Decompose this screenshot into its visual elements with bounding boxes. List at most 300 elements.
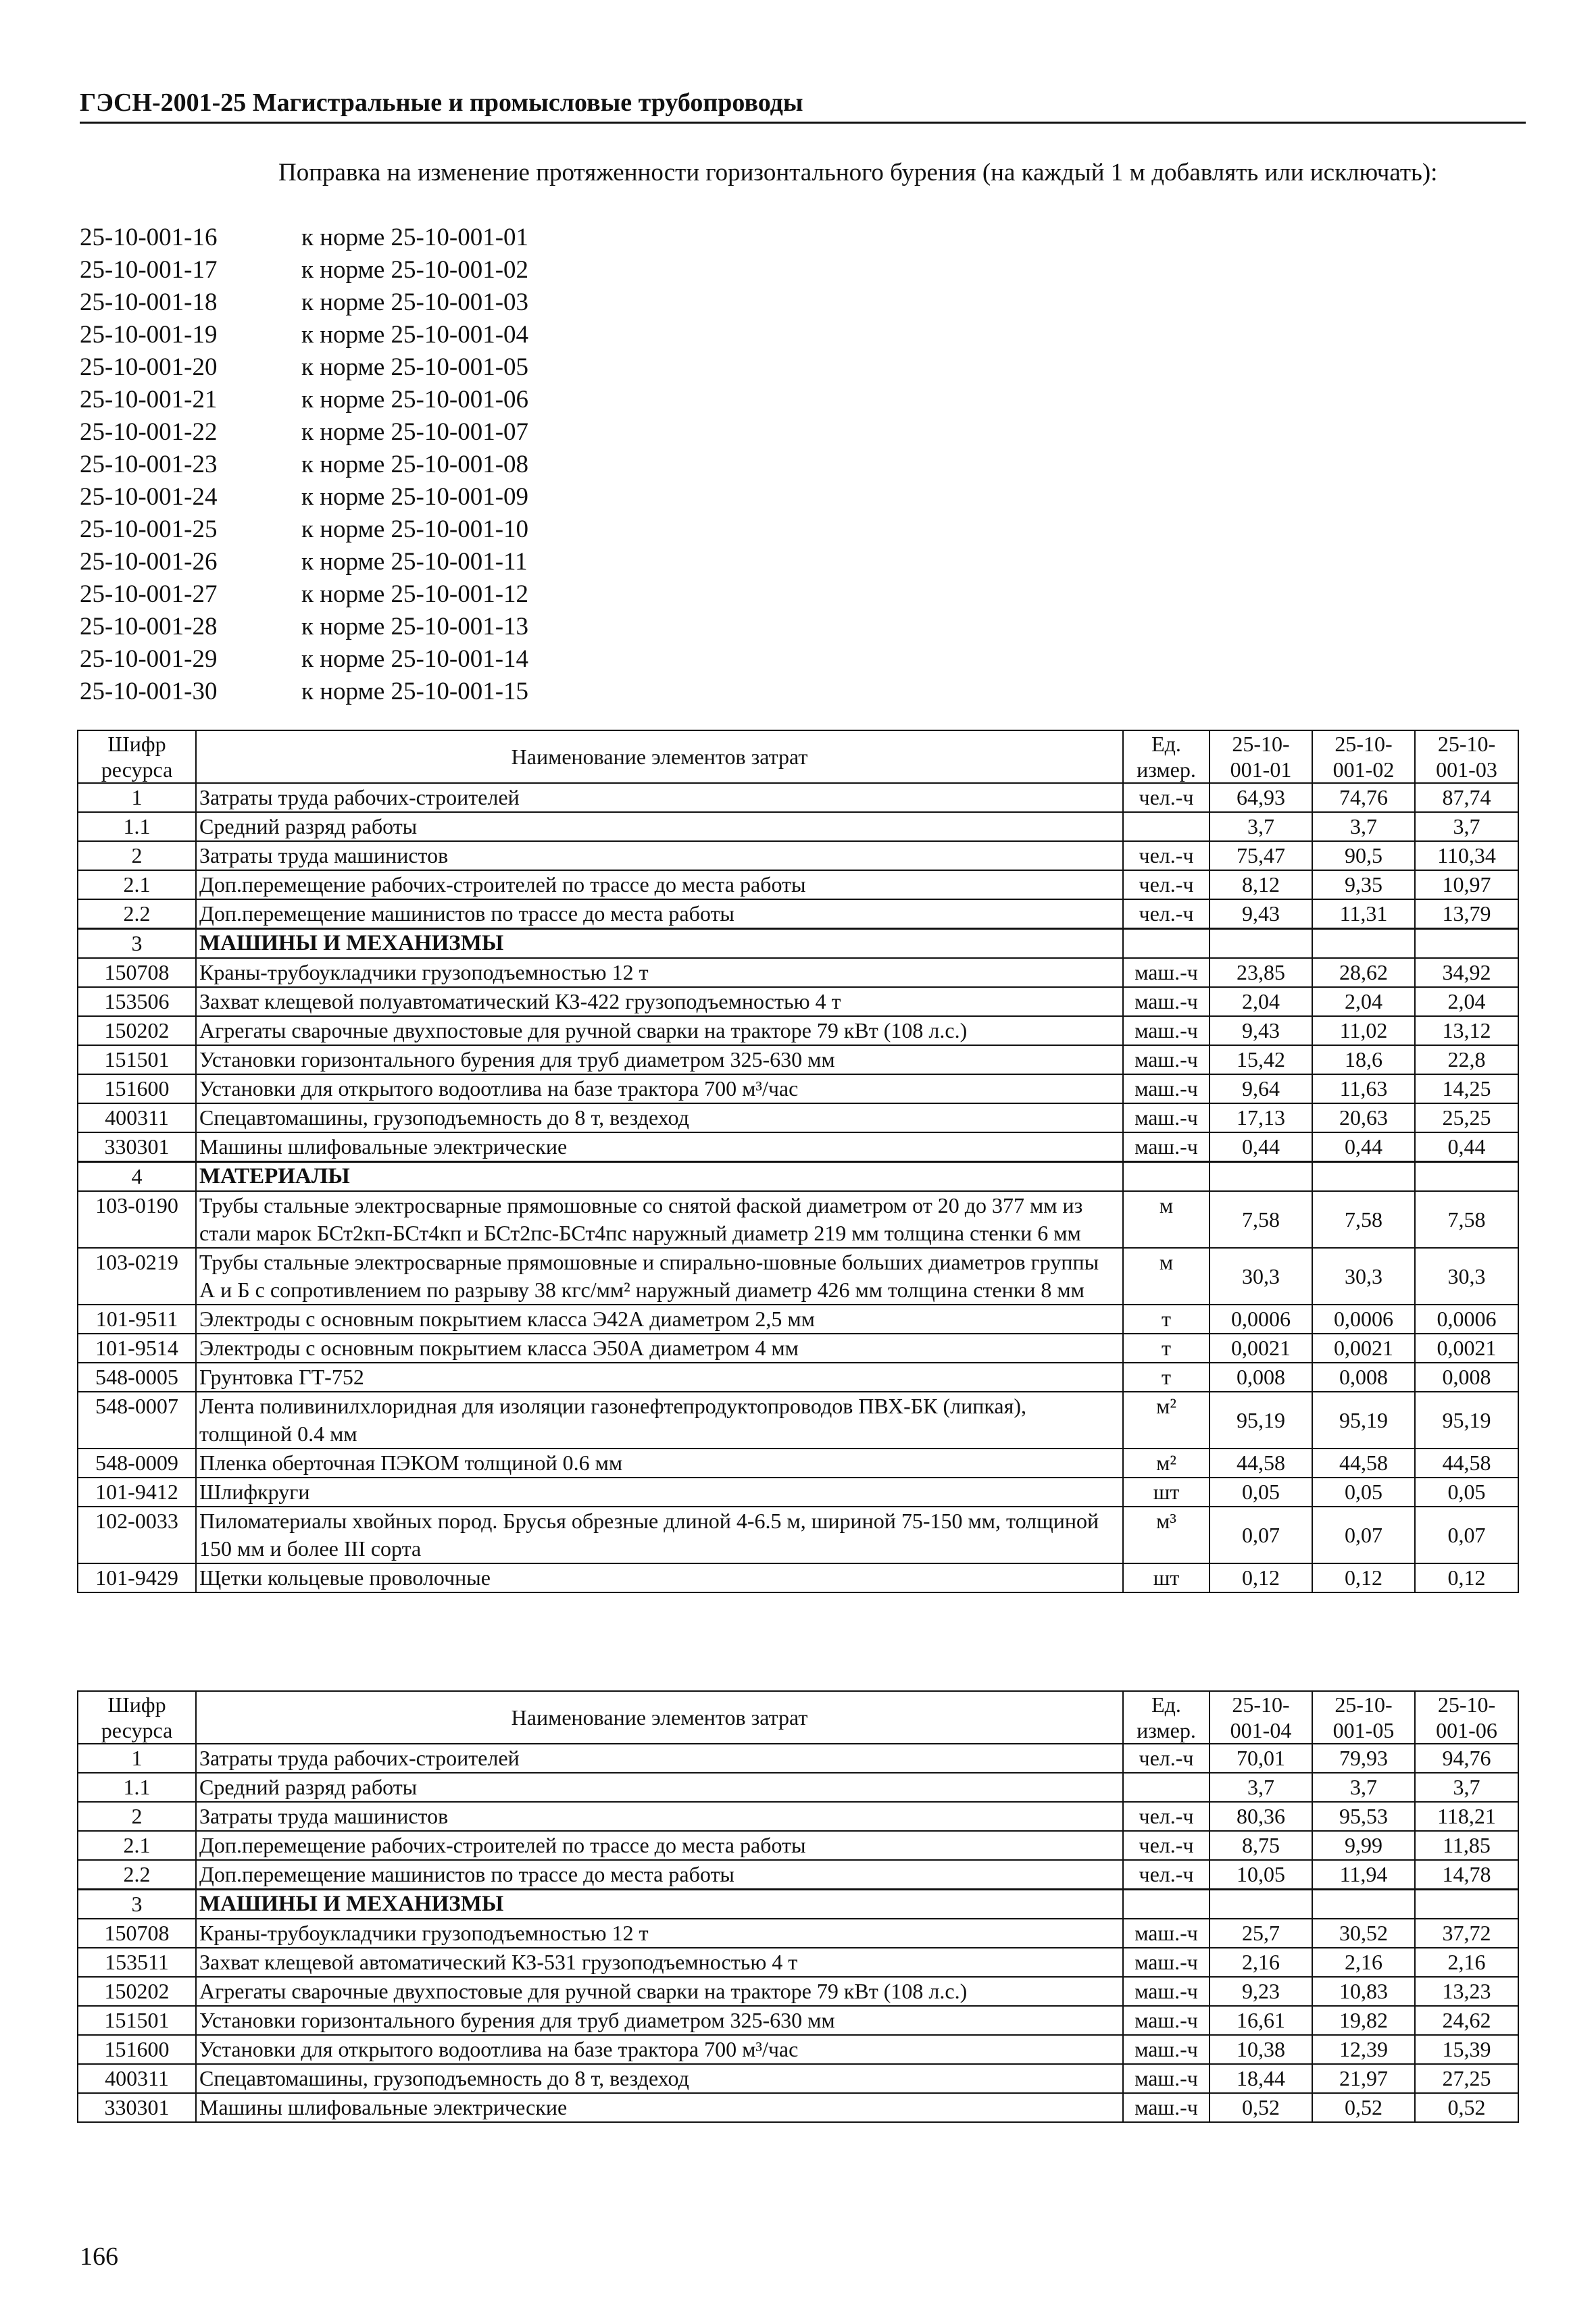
norm-value: 13,23: [1415, 1977, 1518, 2006]
unit: маш.-ч: [1123, 2006, 1210, 2035]
norm-value: 3,7: [1312, 1773, 1415, 1802]
unit: м: [1123, 1248, 1210, 1305]
table-row: [78, 1191, 1518, 1248]
correction-code: 25-10-001-23: [80, 451, 218, 478]
resource-code: 548-0007: [78, 1392, 196, 1449]
resource-code: 103-0219: [78, 1248, 196, 1305]
correction-code: 25-10-001-28: [80, 613, 218, 640]
resource-code: 101-9429: [78, 1563, 196, 1592]
norm-value: 7,58: [1415, 1191, 1518, 1248]
norm-value: 0,0006: [1312, 1305, 1415, 1334]
resource-code: 1.1: [78, 812, 196, 841]
resource-name: Затраты труда машинистов: [196, 841, 1123, 870]
norm-value: 3,7: [1312, 812, 1415, 841]
resource-name: Щетки кольцевые проволочные: [196, 1563, 1123, 1592]
norm-value: 80,36: [1210, 1802, 1312, 1831]
resource-code: 330301: [78, 2093, 196, 2122]
correction-item: [80, 351, 620, 384]
correction-item: [80, 319, 620, 351]
correction-text: к норме 25-10-001-14: [301, 645, 529, 673]
resource-name: Затраты труда рабочих-строителей: [196, 1744, 1123, 1773]
correction-code: 25-10-001-25: [80, 515, 218, 543]
resource-name: Трубы стальные электросварные прямошовные со снятой фаской диаметром от 20 до 377 мм из стали марок БСт2кп-БСт4кп и БСт2пс-БСт4пс наружный диаметр 219 мм толщина стенки 6 мм: [196, 1191, 1123, 1248]
norm-value: 0,52: [1210, 2093, 1312, 2122]
resource-name: Пиломатериалы хвойных пород. Брусья обрезные длиной 4-6.5 м, шириной 75-150 мм, толщиной 150 мм и более III сорта: [196, 1507, 1123, 1563]
table-row: [78, 1478, 1518, 1507]
norm-value: 0,07: [1210, 1507, 1312, 1563]
norm-value: 2,16: [1210, 1948, 1312, 1977]
header-norm: 25-10-001-01: [1210, 730, 1312, 783]
norm-value: 14,78: [1415, 1860, 1518, 1890]
resource-name: Грунтовка ГТ-752: [196, 1363, 1123, 1392]
norm-value: 24,62: [1415, 2006, 1518, 2035]
table-row: [78, 958, 1518, 987]
correction-code: 25-10-001-29: [80, 645, 218, 673]
correction-code: 25-10-001-21: [80, 386, 218, 413]
norm-value: 87,74: [1415, 783, 1518, 812]
resource-code: 151501: [78, 1045, 196, 1074]
page-header: [80, 88, 1526, 124]
correction-text: к норме 25-10-001-08: [301, 451, 529, 478]
correction-code: 25-10-001-20: [80, 353, 218, 381]
unit: маш.-ч: [1123, 1977, 1210, 2006]
norm-value: 10,05: [1210, 1860, 1312, 1890]
unit: [1123, 1162, 1210, 1192]
correction-code: 25-10-001-19: [80, 321, 218, 349]
correction-code: 25-10-001-24: [80, 483, 218, 511]
norm-value: 10,38: [1210, 2035, 1312, 2064]
unit: маш.-ч: [1123, 1016, 1210, 1045]
correction-item: [80, 254, 620, 286]
norm-value: 95,19: [1312, 1392, 1415, 1449]
correction-text: к норме 25-10-001-13: [301, 613, 529, 640]
table-row: [78, 1773, 1518, 1802]
norm-value: 27,25: [1415, 2064, 1518, 2093]
norm-value: 2,04: [1312, 987, 1415, 1016]
header-unit: Ед. измер.: [1123, 730, 1210, 783]
resource-table-1: [77, 730, 1519, 1593]
norm-value: 23,85: [1210, 958, 1312, 987]
unit: маш.-ч: [1123, 2093, 1210, 2122]
norm-value: 9,35: [1312, 870, 1415, 899]
norm-value: 90,5: [1312, 841, 1415, 870]
unit: маш.-ч: [1123, 1132, 1210, 1162]
resource-code: 151501: [78, 2006, 196, 2035]
correction-item: [80, 643, 620, 676]
resource-name: Машины шлифовальные электрические: [196, 2093, 1123, 2122]
norm-value: 18,6: [1312, 1045, 1415, 1074]
norm-value: 0,44: [1415, 1132, 1518, 1162]
table-row: [78, 2035, 1518, 2064]
unit: шт: [1123, 1563, 1210, 1592]
correction-item: [80, 578, 620, 611]
correction-text: к норме 25-10-001-09: [301, 483, 529, 511]
norm-value: 0,008: [1415, 1363, 1518, 1392]
resource-code: 153511: [78, 1948, 196, 1977]
resource-code: 2: [78, 1802, 196, 1831]
norm-value: 3,7: [1210, 812, 1312, 841]
correction-item: [80, 449, 620, 481]
resource-name: Захват клещевой автоматический КЗ-531 грузоподъемностью 4 т: [196, 1948, 1123, 1977]
unit: маш.-ч: [1123, 987, 1210, 1016]
norm-value: 9,43: [1210, 899, 1312, 929]
norm-value: 25,7: [1210, 1919, 1312, 1948]
resource-code: 102-0033: [78, 1507, 196, 1563]
unit: [1123, 1773, 1210, 1802]
norm-value: 7,58: [1312, 1191, 1415, 1248]
norm-value: 13,79: [1415, 899, 1518, 929]
unit: чел.-ч: [1123, 1860, 1210, 1890]
resource-code: 153506: [78, 987, 196, 1016]
table-row: [78, 1103, 1518, 1132]
resource-code: 400311: [78, 1103, 196, 1132]
resource-name: Доп.перемещение рабочих-строителей по трассе до места работы: [196, 870, 1123, 899]
resource-code: 1: [78, 1744, 196, 1773]
table-row: [78, 2093, 1518, 2122]
unit: чел.-ч: [1123, 1831, 1210, 1860]
page-title: ГЭСН-2001-25 Магистральные и промысловые трубопроводы: [80, 89, 803, 117]
unit: м: [1123, 1191, 1210, 1248]
resource-name: Спецавтомашины, грузоподъемность до 8 т, вездеход: [196, 1103, 1123, 1132]
correction-item: [80, 481, 620, 513]
header-unit: Ед. измер.: [1123, 1691, 1210, 1744]
norm-value: [1312, 1890, 1415, 1919]
table-row: [78, 1449, 1518, 1478]
table-row: [78, 1334, 1518, 1363]
unit: м²: [1123, 1449, 1210, 1478]
norm-value: 9,23: [1210, 1977, 1312, 2006]
norm-value: 0,05: [1312, 1478, 1415, 1507]
table-row: [78, 2006, 1518, 2035]
correction-item: [80, 384, 620, 416]
table-row: [78, 929, 1518, 959]
norm-value: 17,13: [1210, 1103, 1312, 1132]
resource-name: Спецавтомашины, грузоподъемность до 8 т, вездеход: [196, 2064, 1123, 2093]
resource-code: 548-0005: [78, 1363, 196, 1392]
header-norm: 25-10-001-04: [1210, 1691, 1312, 1744]
norm-value: 15,42: [1210, 1045, 1312, 1074]
resource-code: 103-0190: [78, 1191, 196, 1248]
header-norm: 25-10-001-03: [1415, 730, 1518, 783]
resource-name: Доп.перемещение рабочих-строителей по трассе до места работы: [196, 1831, 1123, 1860]
norm-value: 0,07: [1415, 1507, 1518, 1563]
resource-name: Средний разряд работы: [196, 812, 1123, 841]
correction-text: к норме 25-10-001-10: [301, 515, 529, 543]
table-row: [78, 812, 1518, 841]
correction-code: 25-10-001-22: [80, 418, 218, 446]
table-row: [78, 1890, 1518, 1919]
resource-code: 1: [78, 783, 196, 812]
resource-name: Краны-трубоукладчики грузоподъемностью 12 т: [196, 1919, 1123, 1948]
resource-name: Краны-трубоукладчики грузоподъемностью 12 т: [196, 958, 1123, 987]
correction-item: [80, 676, 620, 708]
correction-text: к норме 25-10-001-04: [301, 321, 529, 349]
resource-name: МАТЕРИАЛЫ: [196, 1162, 1123, 1192]
norm-value: 10,97: [1415, 870, 1518, 899]
unit: чел.-ч: [1123, 1802, 1210, 1831]
unit: чел.-ч: [1123, 870, 1210, 899]
resource-name: Агрегаты сварочные двухпостовые для ручной сварки на тракторе 79 кВт (108 л.с.): [196, 1016, 1123, 1045]
table-row: [78, 1016, 1518, 1045]
resource-name: Электроды с основным покрытием класса Э50А диаметром 4 мм: [196, 1334, 1123, 1363]
resource-code: 330301: [78, 1132, 196, 1162]
unit: маш.-ч: [1123, 1074, 1210, 1103]
norm-value: 3,7: [1210, 1773, 1312, 1802]
table-row: [78, 1948, 1518, 1977]
unit: [1123, 812, 1210, 841]
norm-value: 70,01: [1210, 1744, 1312, 1773]
norm-value: 0,44: [1312, 1132, 1415, 1162]
table-row: [78, 1977, 1518, 2006]
table-row: [78, 1831, 1518, 1860]
norm-value: 12,39: [1312, 2035, 1415, 2064]
table-row: [78, 783, 1518, 812]
correction-intro: Поправка на изменение протяженности горизонтального бурения (на каждый 1 м добавлять или исключать):: [278, 159, 1438, 186]
norm-value: [1415, 929, 1518, 959]
unit: маш.-ч: [1123, 1045, 1210, 1074]
resource-code: 2: [78, 841, 196, 870]
unit: м³: [1123, 1507, 1210, 1563]
norm-value: 8,12: [1210, 870, 1312, 899]
norm-value: [1415, 1162, 1518, 1192]
correction-item: [80, 286, 620, 319]
norm-value: 11,63: [1312, 1074, 1415, 1103]
unit: т: [1123, 1305, 1210, 1334]
norm-value: 95,19: [1210, 1392, 1312, 1449]
norm-value: 21,97: [1312, 2064, 1415, 2093]
table-row: [78, 1363, 1518, 1392]
correction-code: 25-10-001-18: [80, 288, 218, 316]
correction-item: [80, 513, 620, 546]
resource-code: 101-9412: [78, 1478, 196, 1507]
norm-value: 13,12: [1415, 1016, 1518, 1045]
header-norm: 25-10-001-06: [1415, 1691, 1518, 1744]
unit: чел.-ч: [1123, 841, 1210, 870]
resource-code: 1.1: [78, 1773, 196, 1802]
correction-code: 25-10-001-17: [80, 256, 218, 284]
resource-code: 150708: [78, 1919, 196, 1948]
resource-code: 2.2: [78, 899, 196, 929]
unit: [1123, 1890, 1210, 1919]
resource-name: Установки для открытого водоотлива на базе трактора 700 м³/час: [196, 2035, 1123, 2064]
norm-value: 28,62: [1312, 958, 1415, 987]
unit: м²: [1123, 1392, 1210, 1449]
norm-value: 25,25: [1415, 1103, 1518, 1132]
norm-value: 0,12: [1210, 1563, 1312, 1592]
norm-value: 94,76: [1415, 1744, 1518, 1773]
table-header-row: [78, 1691, 1518, 1744]
correction-text: к норме 25-10-001-15: [301, 678, 529, 705]
unit: чел.-ч: [1123, 783, 1210, 812]
norm-value: 34,92: [1415, 958, 1518, 987]
resource-name: Установки горизонтального бурения для труб диаметром 325-630 мм: [196, 2006, 1123, 2035]
correction-code: 25-10-001-16: [80, 224, 218, 251]
correction-item: [80, 611, 620, 643]
norm-value: 0,0021: [1312, 1334, 1415, 1363]
norm-value: 3,7: [1415, 1773, 1518, 1802]
header-code: Шифр ресурса: [78, 1691, 196, 1744]
table-row: [78, 1802, 1518, 1831]
correction-code: 25-10-001-27: [80, 580, 218, 608]
norm-value: 2,16: [1312, 1948, 1415, 1977]
resource-code: 3: [78, 1890, 196, 1919]
correction-list: [80, 222, 620, 708]
norm-value: 15,39: [1415, 2035, 1518, 2064]
norm-value: 2,04: [1210, 987, 1312, 1016]
table-row: [78, 1919, 1518, 1948]
norm-value: 0,0006: [1415, 1305, 1518, 1334]
norm-value: 0,0006: [1210, 1305, 1312, 1334]
unit: чел.-ч: [1123, 1744, 1210, 1773]
correction-item: [80, 546, 620, 578]
resource-name: МАШИНЫ И МЕХАНИЗМЫ: [196, 1890, 1123, 1919]
norm-value: 20,63: [1312, 1103, 1415, 1132]
correction-text: к норме 25-10-001-06: [301, 386, 529, 413]
norm-value: 19,82: [1312, 2006, 1415, 2035]
table-row: [78, 2064, 1518, 2093]
resource-name: Установки для открытого водоотлива на базе трактора 700 м³/час: [196, 1074, 1123, 1103]
resource-code: 2.1: [78, 870, 196, 899]
resource-name: Трубы стальные электросварные прямошовные и спирально-шовные больших диаметров группы А и Б с сопротивлением по разрыву 38 кгс/мм² наружный диаметр 426 мм толщина стенки 8 мм: [196, 1248, 1123, 1305]
resource-code: 150202: [78, 1016, 196, 1045]
table-row: [78, 1248, 1518, 1305]
norm-value: 10,83: [1312, 1977, 1415, 2006]
resource-code: 151600: [78, 2035, 196, 2064]
header-name: Наименование элементов затрат: [196, 730, 1123, 783]
header-code: Шифр ресурса: [78, 730, 196, 783]
correction-code: 25-10-001-26: [80, 548, 218, 576]
norm-value: 9,64: [1210, 1074, 1312, 1103]
resource-name: Лента поливинилхлоридная для изоляции газонефтепродуктопроводов ПВХ-БК (липкая), толщиной 0.4 мм: [196, 1392, 1123, 1449]
resource-name: Агрегаты сварочные двухпостовые для ручной сварки на тракторе 79 кВт (108 л.с.): [196, 1977, 1123, 2006]
unit: т: [1123, 1363, 1210, 1392]
norm-value: 11,31: [1312, 899, 1415, 929]
correction-text: к норме 25-10-001-02: [301, 256, 529, 284]
resource-code: 101-9514: [78, 1334, 196, 1363]
resource-name: Машины шлифовальные электрические: [196, 1132, 1123, 1162]
resource-code: 151600: [78, 1074, 196, 1103]
norm-value: 0,52: [1312, 2093, 1415, 2122]
norm-value: 30,3: [1210, 1248, 1312, 1305]
correction-item: [80, 416, 620, 449]
norm-value: 14,25: [1415, 1074, 1518, 1103]
table-row: [78, 1045, 1518, 1074]
resource-code: 548-0009: [78, 1449, 196, 1478]
table-row: [78, 1563, 1518, 1592]
resource-name: Средний разряд работы: [196, 1773, 1123, 1802]
unit: [1123, 929, 1210, 959]
table-row: [78, 870, 1518, 899]
norm-value: 79,93: [1312, 1744, 1415, 1773]
page-number: 166: [80, 2242, 118, 2271]
norm-value: 0,12: [1312, 1563, 1415, 1592]
norm-value: 0,12: [1415, 1563, 1518, 1592]
norm-value: 0,05: [1210, 1478, 1312, 1507]
resource-code: 150202: [78, 1977, 196, 2006]
header-norm: 25-10-001-02: [1312, 730, 1415, 783]
correction-item: [80, 222, 620, 254]
norm-value: 22,8: [1415, 1045, 1518, 1074]
resource-name: Доп.перемещение машинистов по трассе до места работы: [196, 1860, 1123, 1890]
resource-name: Электроды с основным покрытием класса Э42А диаметром 2,5 мм: [196, 1305, 1123, 1334]
norm-value: 0,0021: [1415, 1334, 1518, 1363]
norm-value: 64,93: [1210, 783, 1312, 812]
norm-value: [1415, 1890, 1518, 1919]
table-row: [78, 1507, 1518, 1563]
unit: маш.-ч: [1123, 1103, 1210, 1132]
norm-value: [1210, 1162, 1312, 1192]
resource-code: 101-9511: [78, 1305, 196, 1334]
correction-text: к норме 25-10-001-11: [301, 548, 528, 576]
norm-value: 44,58: [1312, 1449, 1415, 1478]
resource-table-2: [77, 1690, 1519, 2123]
correction-text: к норме 25-10-001-01: [301, 224, 529, 251]
norm-value: 11,85: [1415, 1831, 1518, 1860]
resource-name: Пленка оберточная ПЭКОМ толщиной 0.6 мм: [196, 1449, 1123, 1478]
norm-value: 8,75: [1210, 1831, 1312, 1860]
norm-value: 30,3: [1312, 1248, 1415, 1305]
norm-value: 0,07: [1312, 1507, 1415, 1563]
resource-code: 2.2: [78, 1860, 196, 1890]
norm-value: [1210, 929, 1312, 959]
unit: чел.-ч: [1123, 899, 1210, 929]
unit: маш.-ч: [1123, 2064, 1210, 2093]
norm-value: 30,52: [1312, 1919, 1415, 1948]
unit: т: [1123, 1334, 1210, 1363]
norm-value: 0,008: [1312, 1363, 1415, 1392]
norm-value: 11,02: [1312, 1016, 1415, 1045]
norm-value: 2,04: [1415, 987, 1518, 1016]
unit: шт: [1123, 1478, 1210, 1507]
resource-name: Затраты труда рабочих-строителей: [196, 783, 1123, 812]
header-name: Наименование элементов затрат: [196, 1691, 1123, 1744]
norm-value: 95,53: [1312, 1802, 1415, 1831]
norm-value: 95,19: [1415, 1392, 1518, 1449]
table-row: [78, 1860, 1518, 1890]
resource-code: 4: [78, 1162, 196, 1192]
table-row: [78, 987, 1518, 1016]
table-row: [78, 1744, 1518, 1773]
resource-name: Затраты труда машинистов: [196, 1802, 1123, 1831]
table-row: [78, 1392, 1518, 1449]
table-header-row: [78, 730, 1518, 783]
correction-text: к норме 25-10-001-07: [301, 418, 529, 446]
norm-value: 37,72: [1415, 1919, 1518, 1948]
resource-code: 150708: [78, 958, 196, 987]
norm-value: 11,94: [1312, 1860, 1415, 1890]
table-row: [78, 1162, 1518, 1192]
norm-value: [1210, 1890, 1312, 1919]
correction-text: к норме 25-10-001-03: [301, 288, 529, 316]
norm-value: 3,7: [1415, 812, 1518, 841]
table-row: [78, 1305, 1518, 1334]
resource-name: Установки горизонтального бурения для труб диаметром 325-630 мм: [196, 1045, 1123, 1074]
unit: маш.-ч: [1123, 1948, 1210, 1977]
unit: маш.-ч: [1123, 958, 1210, 987]
table-row: [78, 1132, 1518, 1162]
norm-value: 0,0021: [1210, 1334, 1312, 1363]
norm-value: 44,58: [1210, 1449, 1312, 1478]
norm-value: 9,99: [1312, 1831, 1415, 1860]
norm-value: 0,52: [1415, 2093, 1518, 2122]
table-row: [78, 899, 1518, 929]
resource-code: 2.1: [78, 1831, 196, 1860]
resource-name: Шлифкруги: [196, 1478, 1123, 1507]
table-row: [78, 1074, 1518, 1103]
norm-value: [1312, 929, 1415, 959]
norm-value: 9,43: [1210, 1016, 1312, 1045]
norm-value: 16,61: [1210, 2006, 1312, 2035]
